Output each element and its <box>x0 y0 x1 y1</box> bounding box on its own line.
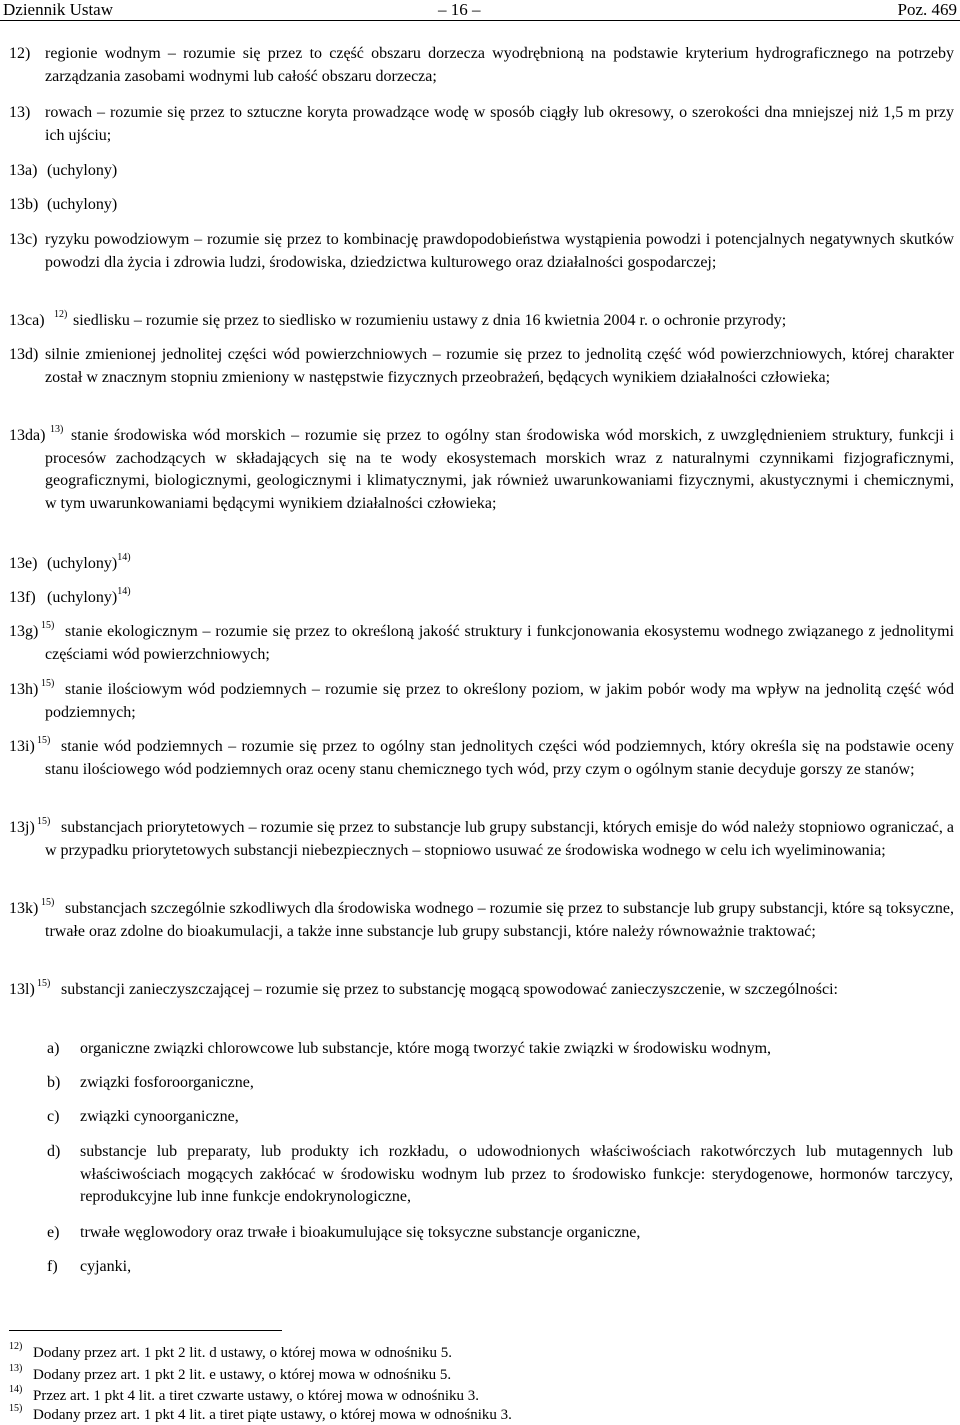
footnote-rule <box>9 1330 282 1331</box>
item-number: 13a) <box>9 162 38 179</box>
definition-item <box>9 425 954 515</box>
footnote-text: Dodany przez art. 1 pkt 4 lit. a tiret piąte ustawy, o której mowa w odnośniku 3. <box>33 1407 512 1423</box>
footnote-mark: 13) <box>9 1363 23 1374</box>
definition-item <box>9 679 954 724</box>
item-number: 13k) <box>9 900 39 917</box>
sub-item <box>47 1256 953 1279</box>
item-number: 13l) <box>9 981 35 998</box>
item-text: stanie wód podziemnych – rozumie się przez to ogólny stan jednolitych części wód podziemnych, który określa się na podstawie oceny stanu ilościowego wód podziemnych oraz oceny stanu chemicznego tych wód, przy czym o ogólnym stanie decyduje gorszy ze stanów; <box>45 738 954 778</box>
item-text: stanie środowiska wód morskich – rozumie się przez to ogólny stan środowiska wód morskich, z uwzględnieniem struktury, funkcji i procesów zachodzących w składających się na te wody ekosystemach morskich wraz z naturalnymi czynnikami fizjograficznymi, geograficznymi, biologicznymi, geologicznymi i klimatycznymi, jak również uwarunkowaniami fizycznymi, akustycznymi i chemicznymi, w tym uwarunkowaniami będącymi wynikiem działalności człowieka; <box>45 427 954 512</box>
item-number: 13h) <box>9 681 39 698</box>
definition-item <box>9 621 954 666</box>
page-number: – 16 – <box>438 0 481 19</box>
definition-item <box>9 102 954 147</box>
header-rule <box>0 20 960 21</box>
item-text: rowach – rozumie się przez to sztuczne koryta prowadzące wodę w sposób ciągły lub okresowy, o szerokości dna mniejszej niż 1,5 m przy ich ujściu; <box>45 104 954 144</box>
footnote-ref: 15) <box>37 735 51 746</box>
definition-item <box>9 898 954 943</box>
sub-item <box>47 1222 953 1245</box>
sub-item-label: b) <box>47 1074 61 1091</box>
definition-item <box>9 587 954 610</box>
item-text: regionie wodnym – rozumie się przez to część obszaru dorzecza wyodrębnioną na podstawie kryterium hydrograficznego na potrzeby zarządzania zasobami wodnymi lub całość obszaru dorzecza; <box>45 45 954 85</box>
definition-item <box>9 553 954 576</box>
item-text: (uchylony) <box>47 162 118 179</box>
footnote-ref: 15) <box>41 620 55 631</box>
item-number: 13j) <box>9 819 35 836</box>
item-text: silnie zmienionej jednolitej części wód powierzchniowych – rozumie się przez to jednolitą część wód powierzchniowych, której charakter został w znacznym stopniu zmieniony w następstwie fizycznych przeobrażeń, będących wynikiem działalności człowieka; <box>45 346 954 386</box>
footnote-ref: 15) <box>41 678 55 689</box>
sub-item-text: cyjanki, <box>80 1258 132 1275</box>
item-text: ryzyku powodziowym – rozumie się przez to kombinację prawdopodobieństwa wystąpienia powodzi i potencjalnych negatywnych skutków powodzi dla życia i zdrowia ludzi, środowiska, dziedzictwa kulturowego oraz działalności gospodarczej; <box>45 231 954 271</box>
journal-title: Dziennik Ustaw <box>3 0 114 19</box>
footnote-ref: 12) <box>54 309 68 320</box>
sub-item-text: związki fosforoorganiczne, <box>80 1074 254 1091</box>
item-text: substancjach priorytetowych – rozumie się przez to substancje lub grupy substancji, których emisje do wód należy stopniowo ograniczać, a w przypadku priorytetowych substancji niebezpiecznych – stopniowo usuwać ze środowiska wodnego w celu ich wyeliminowania; <box>45 819 954 859</box>
item-number: 13d) <box>9 346 39 363</box>
item-number: 13da) <box>9 427 46 444</box>
sub-item-label: a) <box>47 1040 60 1057</box>
item-number: 13ca) <box>9 312 45 329</box>
sub-item <box>47 1072 953 1095</box>
definition-item <box>9 344 954 389</box>
sub-item-label: f) <box>47 1258 58 1275</box>
sub-item-text: substancje lub preparaty, lub produkty ich rozkładu, o udowodnionych właściwościach rakotwórczych lub mutagennych lub właściwościach mogących zakłócać w środowisku wodnym lub przez to środowisko funkcje: sterydogenowe, hormonów tarczycy, reprodukcyjne lub inne funkcje endokrynologiczne, <box>80 1143 953 1205</box>
item-number: 13i) <box>9 738 35 755</box>
position-number: Poz. 469 <box>897 0 957 19</box>
item-text: substancjach szczególnie szkodliwych dla środowiska wodnego – rozumie się przez to substancje lub grupy substancji, które są toksyczne, trwałe oraz zdolne do bioakumulacji, a także inne substancje lub grupy substancji, które należy równoważnie traktować; <box>45 900 954 940</box>
definition-item <box>9 160 954 183</box>
footnote-ref: 15) <box>37 978 51 989</box>
item-number: 13b) <box>9 196 39 213</box>
sub-item <box>47 1141 953 1209</box>
sub-item <box>47 1038 953 1061</box>
item-text: stanie ilościowym wód podziemnych – rozumie się przez to określony poziom, w jakim pobór wody ma wpływ na jednolitą część wód podziemnych; <box>45 681 954 721</box>
page-header <box>0 0 960 22</box>
sub-item-label: c) <box>47 1108 60 1125</box>
sub-item-text: związki cynoorganiczne, <box>80 1108 239 1125</box>
definition-item <box>9 817 954 862</box>
item-number: 13g) <box>9 623 39 640</box>
footnote-mark: 14) <box>9 1384 23 1395</box>
footnote-ref: 14) <box>117 552 131 563</box>
sub-item-label: d) <box>47 1143 61 1160</box>
definition-item <box>9 979 954 1002</box>
item-text: (uchylony) <box>47 196 118 213</box>
footnote-ref: 14) <box>117 586 131 597</box>
item-text: siedlisku – rozumie się przez to siedlisko w rozumieniu ustawy z dnia 16 kwietnia 2004 r. o ochronie przyrody; <box>73 312 787 329</box>
footnote-ref: 13) <box>50 424 64 435</box>
footnote-mark: 15) <box>9 1403 23 1414</box>
sub-item-label: e) <box>47 1224 60 1241</box>
footnote-text: Dodany przez art. 1 pkt 2 lit. d ustawy, o której mowa w odnośniku 5. <box>33 1345 452 1361</box>
item-text: (uchylony) <box>47 589 118 606</box>
footnote-text: Przez art. 1 pkt 4 lit. a tiret czwarte ustawy, o której mowa w odnośniku 3. <box>33 1388 479 1404</box>
sub-item-text: trwałe węglowodory oraz trwałe i bioakumulujące się toksyczne substancje organiczne, <box>80 1224 641 1241</box>
item-number: 13) <box>9 104 31 121</box>
sub-item-text: organiczne związki chlorowcowe lub substancje, które mogą tworzyć takie związki w środowisku wodnym, <box>80 1040 772 1057</box>
item-text: (uchylony) <box>47 555 118 572</box>
item-text: substancji zanieczyszczającej – rozumie się przez to substancję mogącą spowodować zanieczyszczenie, w szczególności: <box>61 981 838 998</box>
item-number: 13c) <box>9 231 38 248</box>
item-number: 13f) <box>9 589 36 606</box>
definition-item <box>9 310 954 333</box>
footnote-text: Dodany przez art. 1 pkt 2 lit. e ustawy, o której mowa w odnośniku 5. <box>33 1367 452 1383</box>
item-number: 13e) <box>9 555 38 572</box>
definition-item <box>9 736 954 781</box>
footnote-mark: 12) <box>9 1341 23 1352</box>
definition-item <box>9 43 954 88</box>
sub-item <box>47 1106 953 1129</box>
footnote-ref: 15) <box>37 816 51 827</box>
footnote-ref: 15) <box>41 897 55 908</box>
item-number: 12) <box>9 45 31 62</box>
item-text: stanie ekologicznym – rozumie się przez to określoną jakość struktury i funkcjonowania ekosystemu wodnego związanego z jednolitymi częściami wód powierzchniowych; <box>45 623 954 663</box>
definition-item <box>9 229 954 274</box>
definition-item <box>9 194 954 217</box>
